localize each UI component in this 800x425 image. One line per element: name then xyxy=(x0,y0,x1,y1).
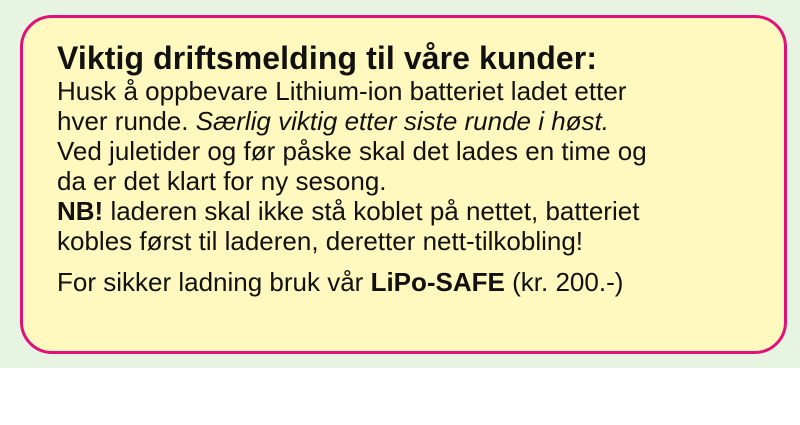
nb-label: NB! xyxy=(57,196,104,226)
paragraph-spacer xyxy=(57,256,784,267)
lipo-safe-price: (kr. 200.-) xyxy=(504,267,624,297)
notice-paragraph-nb xyxy=(57,196,784,256)
notice-title: Viktig driftsmelding til våre kunder: xyxy=(57,40,598,76)
notice-paragraph-storage xyxy=(57,76,784,196)
storage-line-4: da er det klart for ny sesong. xyxy=(57,166,387,196)
notice-box xyxy=(20,15,787,354)
storage-line-3: Ved juletider og før påske skal det lades en time og xyxy=(57,136,647,166)
nb-line-2: kobles først til laderen, deretter nett-tilkobling! xyxy=(57,226,584,256)
storage-line-1: Husk å oppbevare Lithium-ion batteriet ladet etter xyxy=(57,76,627,106)
storage-emphasis: Særlig viktig etter siste runde i høst. xyxy=(195,106,610,136)
notice-paragraph-lipo-safe xyxy=(57,267,784,297)
storage-line-2: hver runde. xyxy=(57,106,196,136)
nb-line-1: laderen skal ikke stå koblet på nettet, batteriet xyxy=(103,196,640,226)
lipo-safe-product: LiPo-SAFE xyxy=(370,267,505,297)
lipo-safe-prefix: For sikker ladning bruk vår xyxy=(57,267,371,297)
